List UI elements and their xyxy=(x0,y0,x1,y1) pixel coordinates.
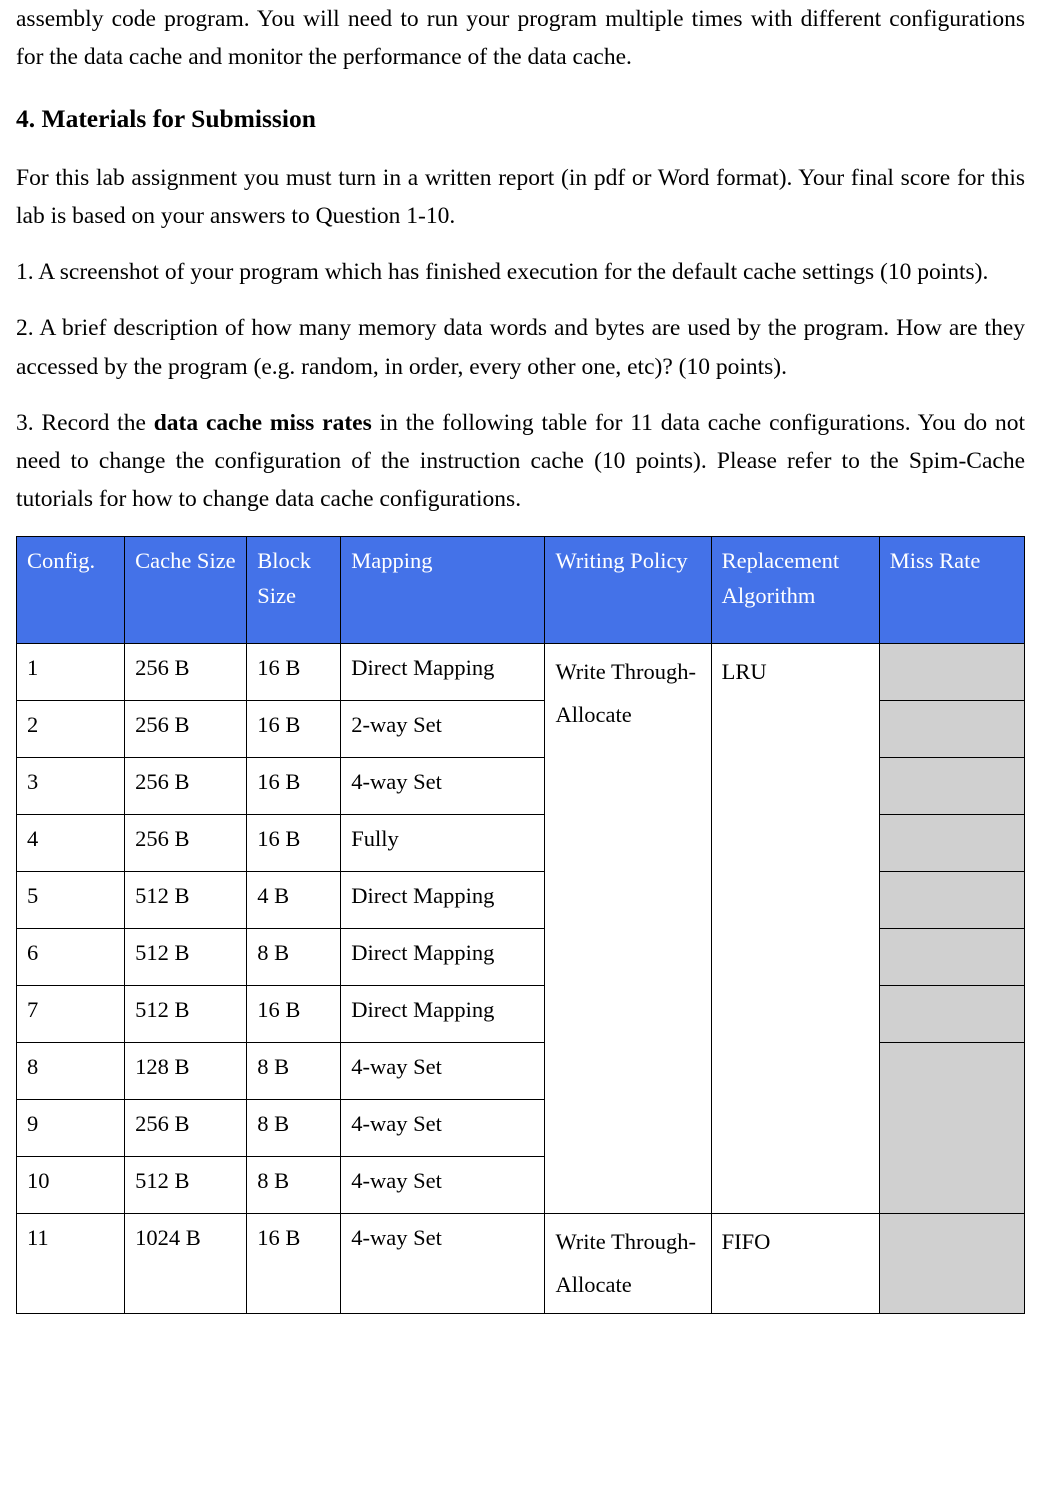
paragraph-item-2: 2. A brief description of how many memory data words and bytes are used by the program. How are they accessed by the program (e.g. random, in order, every other one, etc)? (10 points). xyxy=(16,315,1025,380)
table-row xyxy=(17,1213,1025,1314)
cell-config: 6 xyxy=(17,928,125,985)
writing-policy-text: Write Through- Allocate xyxy=(555,1228,696,1297)
cell-mapping: Fully xyxy=(341,814,545,871)
cell-cache-size: 512 B xyxy=(125,928,247,985)
cell-config: 4 xyxy=(17,814,125,871)
cell-block-size: 8 B xyxy=(247,928,341,985)
cell-miss-rate[interactable] xyxy=(879,757,1024,814)
cell-block-size: 8 B xyxy=(247,1042,341,1099)
cell-miss-rate[interactable] xyxy=(879,871,1024,928)
cell-mapping: 4-way Set xyxy=(341,1099,545,1156)
item3-suffix: in the following table for 11 data cache configurations. You do not need to change the configuration of the instruction cache (10 points). Please refer to the Spim-Cache tutorials for how to change data cache configurations. xyxy=(16,409,1025,512)
cell-cache-size: 256 B xyxy=(125,700,247,757)
cell-block-size: 16 B xyxy=(247,1213,341,1314)
cell-miss-rate[interactable] xyxy=(879,985,1024,1042)
item3-bold-term: data cache miss rates xyxy=(153,409,372,436)
cell-config: 5 xyxy=(17,871,125,928)
table-row xyxy=(17,643,1025,700)
paragraph-item-3 xyxy=(16,404,1025,518)
cell-cache-size: 1024 B xyxy=(125,1213,247,1314)
table-header-row xyxy=(17,536,1025,643)
cell-block-size: 16 B xyxy=(247,814,341,871)
cell-mapping: 4-way Set xyxy=(341,1213,545,1314)
cell-mapping: Direct Mapping xyxy=(341,643,545,700)
cell-cache-size: 256 B xyxy=(125,814,247,871)
cell-block-size: 16 B xyxy=(247,643,341,700)
cell-miss-rate[interactable] xyxy=(879,1042,1024,1213)
paragraph-item-1: 1. A screenshot of your program which has finished execution for the default cache settings (10 points). xyxy=(16,259,989,286)
paragraph-intro: assembly code program. You will need to run your program multiple times with different configurations for the data cache and monitor the performance of the data cache. xyxy=(16,6,1025,71)
cache-configurations-table xyxy=(16,536,1025,1315)
cell-miss-rate[interactable] xyxy=(879,928,1024,985)
item3-prefix: 3. Record the xyxy=(16,409,154,436)
column-header-block-size: Block Size xyxy=(247,536,341,643)
cell-miss-rate[interactable] xyxy=(879,1213,1024,1314)
cell-block-size: 16 B xyxy=(247,985,341,1042)
cell-block-size: 16 B xyxy=(247,700,341,757)
cell-block-size: 8 B xyxy=(247,1099,341,1156)
column-header-cache-size: Cache Size xyxy=(125,536,247,643)
column-header-mapping: Mapping xyxy=(341,536,545,643)
writing-policy-text: Write Through- Allocate xyxy=(555,658,696,727)
cell-miss-rate[interactable] xyxy=(879,814,1024,871)
cell-replacement-group2 xyxy=(711,1213,879,1314)
cell-writing-policy-group1 xyxy=(545,643,711,1213)
cell-cache-size: 512 B xyxy=(125,985,247,1042)
cell-miss-rate[interactable] xyxy=(879,700,1024,757)
column-header-replacement: Replacement Algorithm xyxy=(711,536,879,643)
cell-cache-size: 512 B xyxy=(125,1156,247,1213)
cell-mapping: Direct Mapping xyxy=(341,985,545,1042)
cell-config: 8 xyxy=(17,1042,125,1099)
cell-config: 3 xyxy=(17,757,125,814)
cell-replacement-group1 xyxy=(711,643,879,1213)
cell-config: 1 xyxy=(17,643,125,700)
cell-mapping: Direct Mapping xyxy=(341,928,545,985)
cell-cache-size: 256 B xyxy=(125,643,247,700)
column-header-writing-policy: Writing Policy xyxy=(545,536,711,643)
section-heading-materials: 4. Materials for Submission xyxy=(16,104,316,134)
cell-config: 2 xyxy=(17,700,125,757)
cell-config: 10 xyxy=(17,1156,125,1213)
cell-mapping: 4-way Set xyxy=(341,1156,545,1213)
cell-mapping: Direct Mapping xyxy=(341,871,545,928)
cell-config: 9 xyxy=(17,1099,125,1156)
cell-block-size: 8 B xyxy=(247,1156,341,1213)
cell-miss-rate[interactable] xyxy=(879,643,1024,700)
cell-cache-size: 256 B xyxy=(125,757,247,814)
cell-config: 7 xyxy=(17,985,125,1042)
replacement-text: LRU xyxy=(721,658,767,684)
column-header-config: Config. xyxy=(17,536,125,643)
cell-config: 11 xyxy=(17,1213,125,1314)
column-header-miss-rate: Miss Rate xyxy=(879,536,1024,643)
replacement-text: FIFO xyxy=(721,1228,771,1254)
cell-writing-policy-group2 xyxy=(545,1213,711,1314)
cell-cache-size: 128 B xyxy=(125,1042,247,1099)
cell-block-size: 16 B xyxy=(247,757,341,814)
cell-mapping: 4-way Set xyxy=(341,1042,545,1099)
cell-mapping: 2-way Set xyxy=(341,700,545,757)
cell-mapping: 4-way Set xyxy=(341,757,545,814)
cell-cache-size: 512 B xyxy=(125,871,247,928)
cell-cache-size: 256 B xyxy=(125,1099,247,1156)
paragraph-report-requirements: For this lab assignment you must turn in a written report (in pdf or Word format). Your final score for this lab is based on your answers to Question 1-10. xyxy=(16,165,1025,230)
cell-block-size: 4 B xyxy=(247,871,341,928)
